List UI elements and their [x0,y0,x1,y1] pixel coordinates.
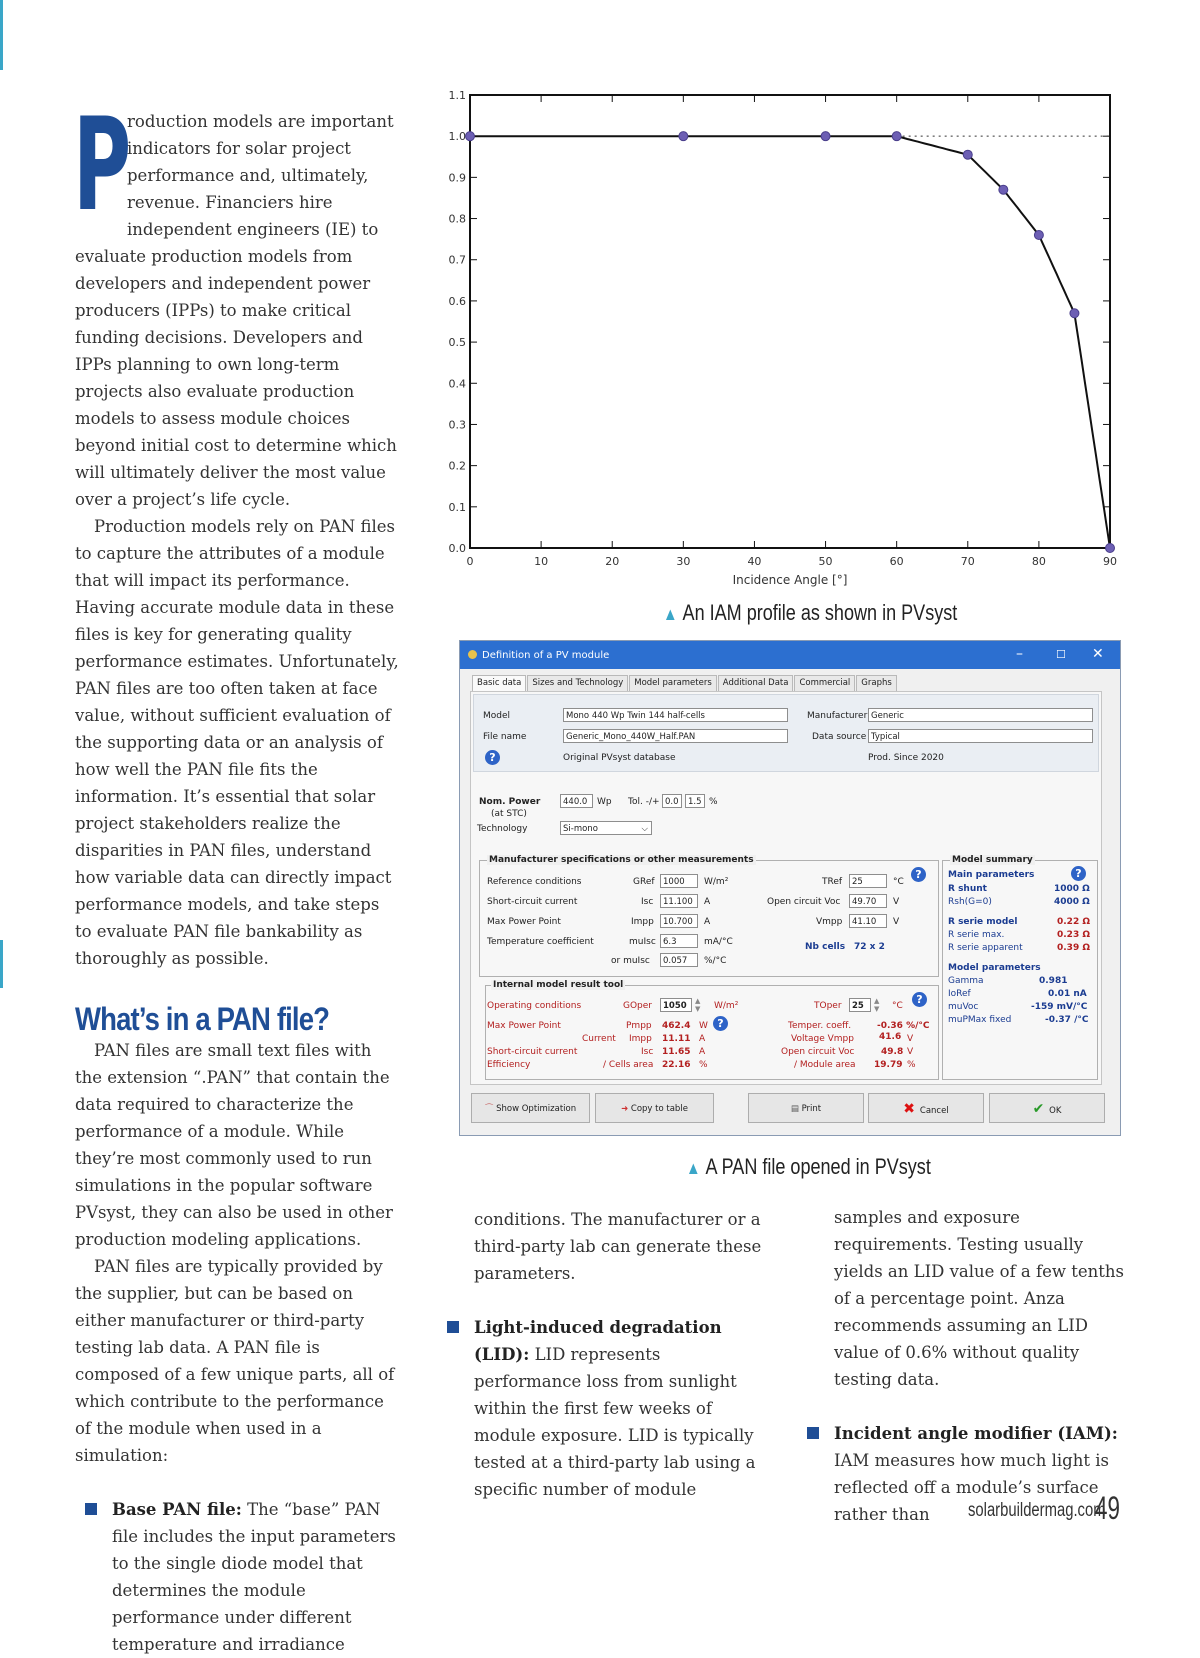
col3-continuation: samples and exposure requirements. Testing usually yields an LID value of a few tenths of a percentage point. Anza recommends assuming an LID value of 0.6% without quality testing data. [834,1208,1124,1389]
mpp-label: Max Power Point [487,917,561,927]
sc-current-label: Short-circuit current [487,897,578,907]
figure1-caption [663,600,957,626]
rseriemax-label: R serie max. [948,930,1005,940]
volt-unit: V [893,917,900,927]
copy-to-table-button[interactable] [595,1093,714,1123]
bullet-text: The “base” PAN file includes the input parameters to the single diode model that determines the module performance under different temperature and irradiance [112,1500,396,1654]
pmpp-label: Pmpp [626,1021,652,1031]
edge-accent-mid [0,940,3,988]
y-tick-label: 0.1 [448,500,466,514]
isc2-label: Isc [641,1047,654,1057]
vmpp-input[interactable]: 41.10 [849,914,887,928]
isc-label: Isc [641,897,654,907]
ok-button[interactable] [989,1093,1105,1123]
file-name-input[interactable]: Generic_Mono_440W_Half.PAN [563,729,788,743]
y-tick-label: 0.0 [448,542,466,555]
vmpp-label: Vmpp [816,917,843,927]
muisc-pct-input[interactable]: 0.057 [660,953,698,967]
y-tick-label: 0.2 [448,459,466,473]
impp2-value: 11.11 [662,1034,691,1044]
y-tick-label: 0.3 [448,418,466,432]
optimization-icon: ⌒ [484,1104,497,1114]
amp-unit: A [699,1034,706,1044]
module-area-label: / Module area [794,1060,856,1070]
intro-paragraph [73,91,400,513]
y-tick-label: 1.0 [448,130,466,144]
tab-commercial[interactable]: Commercial [794,675,855,691]
technology-label: Technology [477,824,528,834]
amp-unit: A [704,897,711,907]
print-button[interactable] [748,1093,864,1123]
show-optimization-button[interactable] [471,1093,590,1123]
goper-spinner-icon[interactable]: ▲ ▼ [695,997,701,1013]
caption-triangle-icon: ▲ [663,604,678,624]
tab-basic-data[interactable]: Basic data [472,675,526,691]
y-tick-label: 0.6 [448,294,466,308]
tab-additional-data[interactable]: Additional Data [718,675,794,691]
column-3 [797,1204,1127,1528]
caption-triangle-icon: ▲ [686,1158,701,1178]
temper-coeff-label: Temper. coeff. [788,1021,852,1031]
iam-data-point [999,185,1008,194]
goper-input[interactable]: 1050 [660,998,692,1012]
dropcap: P [73,91,132,240]
volt-unit: V [893,897,900,907]
copy-label: Copy to table [630,1104,688,1114]
rserieapp-label: R serie apparent [948,943,1023,953]
tab-sizes[interactable]: Sizes and Technology [527,675,628,691]
column-2 [437,1206,767,1503]
intro-paragraph-2: Production models rely on PAN files to capture the attributes of a module that will impact its performance. Having accurate module data in these files is key for generating quality performance estimates. Unfortunately, PAN files are too often taken at face value, without sufficient evaluation of the supporting data or an analysis of how well the PAN file fits the information. It’s essential that solar project stakeholders realize the disparities in PAN files, understand how variable data can directly impact performance models, and take steps to evaluate PAN file bankability as thoroughly as possible. [75,517,399,968]
goper-label: GOper [623,1001,653,1011]
wm2-unit: W/m² [714,1001,739,1011]
file-name-label: File name [483,732,527,742]
pct-unit: % [907,1060,916,1070]
footer-url: solarbuildermag.com [968,1500,1106,1521]
maximize-icon[interactable]: ☐ [1056,648,1066,661]
nom-power-input[interactable]: 440.0 [560,794,593,808]
x-axis-label: Incidence Angle [°] [732,573,848,587]
x-tick-label: 20 [605,555,620,568]
current-label: Current [582,1034,616,1044]
impp2-label: Impp [629,1034,652,1044]
window-title: Definition of a PV module [482,650,610,661]
cancel-button[interactable] [868,1093,984,1123]
plot-frame [470,95,1110,548]
y-tick-label: 0.8 [448,212,466,226]
x-tick-label: 70 [960,555,975,568]
rserie-label: R serie model [948,917,1018,927]
gref-label: GRef [633,877,655,887]
summary-group-title: Model summary [952,855,1033,865]
section-heading: What’s in a PAN file? [75,1001,330,1037]
tab-graphs[interactable]: Graphs [856,675,897,691]
gamma-value: 0.981 [1039,976,1068,986]
cells-eff-value: 22.16 [662,1060,691,1070]
show-optimization-label: Show Optimization [496,1104,577,1114]
y-tick-label: 0.7 [448,253,466,267]
tol-minus-input[interactable]: 0.0 [662,794,682,808]
bullet-base-pan [75,1496,400,1658]
volt-unit: V [907,1034,914,1044]
x-tick-label: 30 [676,555,691,568]
app-icon [468,650,477,659]
x-tick-label: 50 [818,555,833,568]
rsh0-value: 4000 Ω [1054,897,1090,907]
wp-unit: Wp [597,797,612,807]
op-cond-label: Operating conditions [487,1001,582,1011]
model-label: Model [483,711,511,721]
rserie-value: 0.22 Ω [1057,917,1090,927]
isc-input[interactable]: 11.100 [660,894,698,908]
x-tick-label: 80 [1031,555,1046,568]
mupmax-label: muPMax fixed [948,1015,1012,1025]
model-input[interactable]: Mono 440 Wp Twin 144 half-cells [563,708,788,722]
gref-input[interactable]: 1000 [660,874,698,888]
pct-unit: % [709,797,718,807]
help-icon[interactable]: ? [1071,866,1086,881]
data-source-input[interactable]: Typical [868,729,1093,743]
muisc-input[interactable]: 6.3 [660,934,698,948]
data-source-label: Data source [812,732,867,742]
temper-coeff-value: -0.36 %/°C [877,1021,930,1031]
bullet-title: Incident angle modifier (IAM): [834,1424,1118,1443]
y-tick-label: 1.1 [448,89,466,102]
impp-input[interactable]: 10.700 [660,914,698,928]
bullet-lid [437,1314,767,1503]
gamma-label: Gamma [948,976,984,986]
toper-input[interactable]: 25 [849,998,871,1012]
bullet-title: Base PAN file: [112,1500,242,1519]
printer-icon: ▤ [790,1104,802,1114]
pct-unit: % [699,1060,708,1070]
sc-current2-label: Short-circuit current [487,1047,578,1057]
tref-label: TRef [822,877,843,887]
iam-data-point [679,132,688,141]
check-icon: ✔ [1032,1101,1050,1117]
tol-label: Tol. -/+ [628,797,660,807]
temp-coeff-label: Temperature coefficient [487,937,594,947]
print-label: Print [801,1104,822,1114]
muisc-label: muIsc [629,937,656,947]
rseriemax-value: 0.23 Ω [1057,930,1090,940]
y-tick-label: 0.5 [448,336,466,350]
efficiency-label: Efficiency [487,1060,531,1070]
column-1 [73,91,400,1658]
ioref-value: 0.01 nA [1048,989,1087,999]
rserieapp-value: 0.39 Ω [1057,943,1090,953]
iam-data-point [892,132,901,141]
iam-data-point [1034,231,1043,240]
pvsyst-window [459,640,1121,1136]
figure2-caption [686,1154,931,1180]
toper-label: TOper [814,1001,842,1011]
ma-c-unit: mA/°C [704,937,733,947]
bullet-square-icon [85,1503,97,1515]
tab-bar [472,675,898,691]
help-icon[interactable]: ? [485,750,500,765]
at-stc-label: (at STC) [491,809,527,819]
ioref-label: IoRef [948,989,971,999]
degc-unit: °C [893,877,904,887]
voc-label: Open circuit Voc [767,897,841,907]
isc2-value: 11.65 [662,1047,691,1057]
close-icon[interactable]: ✕ [1092,646,1104,662]
section-paragraph-1: PAN files are small text files with the extension “.PAN” that contain the data required to characterize the performance of a module. While they’re most commonly used to run simulations in the popular software PVsyst, they can also be used in other production modeling applications. [75,1041,393,1249]
original-db: Original PVsyst database [563,753,676,763]
voc2-value: 49.8 [881,1047,904,1057]
technology-value: Si-mono [563,824,598,834]
degc-unit: °C [892,1001,903,1011]
x-tick-label: 10 [534,555,549,568]
mpp2-label: Max Power Point [487,1021,561,1031]
rshunt-value: 1000 Ω [1054,884,1090,894]
help-icon[interactable]: ? [912,992,927,1007]
pct-c-unit: %/°C [704,956,727,966]
prod-since: Prod. Since 2020 [868,753,944,763]
toper-spinner-icon[interactable]: ▲ ▼ [874,997,880,1013]
caption-text: An IAM profile as shown in PVsyst [682,600,958,625]
pmpp-value: 462.4 [662,1021,691,1031]
y-tick-label: 0.9 [448,171,466,185]
help-icon[interactable]: ? [911,867,926,882]
mupmax-value: -0.37 /°C [1045,1015,1089,1025]
specs-group-title: Manufacturer specifications or other measurements [489,855,754,865]
intro-text: roduction models are important indicators for solar project performance and, ultimately, revenue. Financiers hire independent engineers (IE) to evaluate production models from developers and independent power producers (IPPs) to make critical funding decisions. Developers and IPPs planning to own long-term projects also evaluate production models to assess module choices beyond initial cost to determine which will ultimately deliver the most value over a project’s life cycle. [75,112,397,509]
caption-text: A PAN file opened in PVsyst [705,1154,931,1179]
manufacturer-label: Manufacturer [807,711,868,721]
tol-plus-input[interactable]: 1.5 [685,794,705,808]
ok-label: OK [1049,1106,1062,1116]
voc-input[interactable]: 49.70 [849,894,887,908]
module-eff-value: 19.79 [874,1060,903,1070]
or-muisc-label: or muIsc [611,956,650,966]
bullet-square-icon [807,1427,819,1439]
model-params-title: Model parameters [948,963,1041,973]
ref-cond-label: Reference conditions [487,877,582,887]
technology-select[interactable] [560,821,652,835]
vvmpp-value: 41.6 [879,1032,902,1042]
bullet-text: IAM measures how much light is reflected off a module’s surface rather than [834,1451,1109,1524]
y-tick-label: 0.4 [448,377,466,391]
iam-data-point [466,132,475,141]
chevron-down-icon: ⌵ [641,824,648,834]
manufacturer-input[interactable]: Generic [868,708,1093,722]
cells-area-label: / Cells area [603,1060,654,1070]
section-paragraph-2: PAN files are typically provided by the supplier, but can be based on either manufacturer or third-party testing lab data. A PAN file is composed of a few unique parts, all of which contribute to the performance of the module when used in a simulation: [75,1257,395,1465]
x-tick-label: 0 [466,555,474,568]
iam-data-point [1070,309,1079,318]
muvoc-label: muVoc [948,1002,979,1012]
cancel-icon: ✖ [903,1101,920,1117]
edge-accent-top [0,0,3,70]
main-panel [470,691,1102,1085]
iam-data-point [1106,544,1115,553]
iam-chart [430,85,1130,590]
model-tool-title: Internal model result tool [493,980,624,990]
iam-data-point [963,150,972,159]
bullet-title: Light-induced degradation (LID): [474,1318,722,1364]
watt-unit: W [699,1021,708,1031]
dropcap-wrap [73,91,132,240]
iam-data-point [821,132,830,141]
rsh0-label: Rsh(G=0) [948,897,992,907]
rshunt-label: R shunt [948,884,987,894]
page-number: 49 [1095,1490,1120,1526]
main-params-title: Main parameters [948,870,1035,880]
amp-unit: A [704,917,711,927]
help-icon[interactable]: ? [713,1016,728,1031]
tab-model-parameters[interactable]: Model parameters [629,675,717,691]
x-tick-label: 40 [747,555,762,568]
tref-input[interactable]: 25 [849,874,887,888]
vvmpp-label: Voltage Vmpp [791,1034,854,1044]
muvoc-value: -159 mV/°C [1031,1002,1088,1012]
col2-continuation: conditions. The manufacturer or a third-party lab can generate these parameters. [474,1210,762,1283]
nb-cells-label: Nb cells [805,942,846,952]
bullet-text: LID represents performance loss from sunlight within the first few weeks of module exposure. LID is typically tested at a third-party lab using a specific number of module [474,1345,756,1499]
x-tick-label: 60 [889,555,904,568]
minimize-icon[interactable]: – [1016,646,1023,662]
wm2-unit: W/m² [704,877,729,887]
nom-power-label: Nom. Power [479,797,541,807]
window-titlebar [460,641,1120,669]
x-tick-label: 90 [1103,555,1117,568]
copy-icon: ➜ [621,1104,631,1114]
nb-cells-value: 72 x 2 [854,942,885,952]
voc2-label: Open circuit Voc [781,1047,855,1057]
cancel-label: Cancel [919,1106,949,1116]
amp-unit: A [699,1047,706,1057]
bullet-square-icon [447,1321,459,1333]
volt-unit: V [907,1047,914,1057]
impp-label: Impp [631,917,654,927]
